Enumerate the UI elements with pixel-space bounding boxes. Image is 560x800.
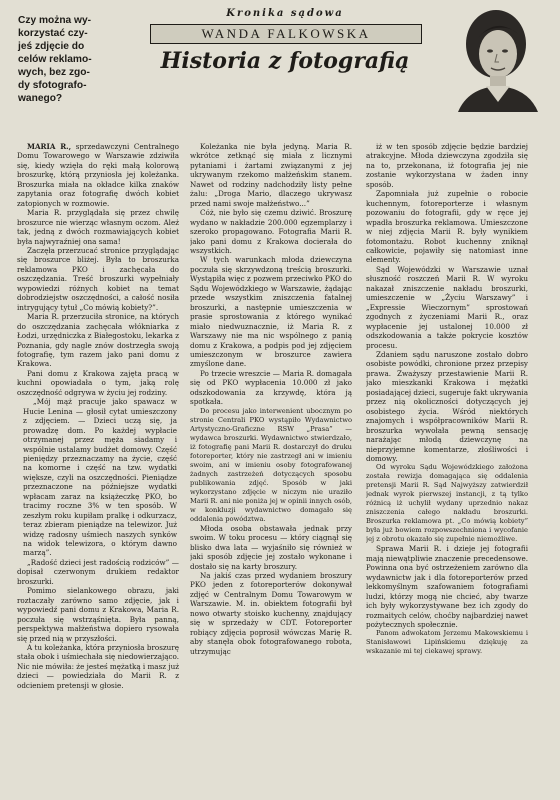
paragraph-text: sprzedawczyni Centralnego Domu Towarowego w Warszawie zdziwiła się, kiedy wzięła do ręki małą kolorową broszurkę, którą przyniosła jej koleżanka. Broszurka miała na okładce kilka znaków zapytania oraz fotografię dwóch kobiet zatopionych w rozmowie. (17, 142, 179, 208)
section-rubric: Kronika sądowa (226, 8, 344, 19)
paragraph: Zaczęła przerzucać stronice przyglądając się broszurce bliżej. Była to broszurka reklamowa PKO i zachęcała do oszczędzania. Treść broszurki wypełniały wypowiedzi różnych kobiet na temat dobrodziejstw oszczędności, a całość nosiła intrygujący tytuł „Co mówią kobiety?”. (17, 245, 179, 312)
paragraph: Cóż, nie było się czemu dziwić. Broszurę wydano w nakładzie 200.000 egzemplarzy i szeroko propagowano. Fotografia Marii R. jako pani domu z Krakowa docierała do wszystkich. (190, 208, 352, 255)
paragraph: Pani domu z Krakowa zajęta pracą w kuchni opowiadała o tym, jaką rolę oszczędność odgrywa w życiu jej rodziny. (17, 368, 179, 397)
article-column-3 (366, 142, 528, 792)
paragraph: Zapomniała już zupełnie o robocie kuchennym, fotoreporterze i własnym pozowaniu do fotografii, gdy w ręce jej wpadła broszurka reklamowa. Umieszczone w niej zdjęcia Marii R. były wynikiem fotomontażu. Robot kuchenny zniknął całkowicie, pojawiły się natomiast inne elementy. (366, 189, 528, 265)
paragraph: Po trzecie wreszcie — Maria R. domagała się od PKO wypłacenia 10.000 zł jako odszkodowania za krzywdę, która ją spotkała. (190, 368, 352, 407)
lede-question (18, 14, 138, 105)
paragraph: Na jakiś czas przed wydaniem broszury PKO jeden z fotoreporterów dokonywał zdjęć w Centralnym Domu Towarowym w Warszawie. M. in. obiektem fotografii był nowo otwarty stoisko kuchenny, znajdujący się w sprzedaży w CDT. Fotoreporter robiący zdjęcia poprosił wówczas Marię R. aby stanęła obok fotografowanego robota, utrzymując (190, 570, 352, 656)
author-portrait (438, 4, 548, 112)
small-print-paragraph: Od wyroku Sądu Wojewódzkiego założona została rewizja domagająca się oddalenia pretensji Marii R. Sąd Najwyższy zatwierdził jednak wyrok pierwszej instancji, z tą tylko różnicą iż uchylił wydany uprzednio nakaz zniszczenia całego nakładu broszurki. Broszurka reklamowa pt. „Co mówią kobiety” była już bowiem rozpowszechniona i wycofanie jej z obrotu okazało się zupełnie niemożliwe. (366, 463, 528, 544)
article-headline: Historia z fotografią (160, 48, 410, 74)
lede-line-4: celów reklamo- (18, 54, 92, 65)
paragraph: iż w ten sposób zdjęcie będzie bardziej atrakcyjne. Młoda dziewczyna zgodziła się na to, przekonana, iż fotografia jej nie zostanie wykorzystana w żaden inny sposób. (366, 142, 528, 189)
article-column-2 (190, 142, 352, 792)
lede-line-6: dy sfotografo- (18, 80, 87, 91)
paragraph: Sprawa Marii R. i dzieje jej fotografii mają niewątpliwie znaczenie precedensowe. Powinna ona być ostrzeżeniem zarówno dla wydawnictw jak i dla fotoreporterów przed lekkomyślnym szafowaniem fotografiami ludzi, którzy mogą nie chcieć, aby twarze ich były wykorzystywane bez ich zgody do rozmaitych celów, choćby najbardziej nawet pożytecznych społecznie. (366, 544, 528, 630)
acknowledgement-note: Panom adwokatom Jerzemu Makowskiemu i Stanisławowi Lipińskiemu dziękuję za wskazanie mi tej ciekawej sprawy. (366, 629, 528, 656)
paragraph: Maria R. przerzuciła stronice, na których do oszczędzania zachęcała włókniarka z Łodzi, urzędniczka z Białegostoku, lekarka z Poznania, gdy nagle znów dostrzegła swoją fotografię, tym razem jako pani domu z Krakowa. (17, 312, 179, 369)
portrait-photo (438, 4, 548, 112)
paragraph: Maria R. przyglądała się przez chwilę broszurce nie wierząc własnym oczom. Ależ tak, jedną z dwóch rozmawiających kobiet była najwyraźniej ona sama! (17, 208, 179, 246)
paragraph: Młoda osoba obstawała jednak przy swoim. W toku procesu — który ciągnął się blisko dwa lata — wyjaśniło się również w jaki sposób zdjęcie jej zostało wykonane i dostało się na karty broszury. (190, 523, 352, 571)
lede-line-1: Czy można wy- (18, 15, 92, 26)
paragraph: W tych warunkach młoda dziewczyna poczuła się skrzywdzoną treścią broszurki. Wystąpiła więc z pozwem przeciwko PKO do Sądu Wojewódzkiego w Warszawie, żądając przede wszystkim zniszczenia fatalnej broszurki, a następnie umieszczenia w prasie sprostowania z którego wynikać miało niedwuznacznie, iż Maria R. z Warszawy nie ma nic wspólnego z panią domu z Krakowa, a podpis pod jej zdjęciem umieszczonym w broszurce zawiera zmyślone dane. (190, 255, 352, 369)
paragraph-lead: MARIA R., (27, 142, 72, 151)
paragraph: Koleżanka nie była jedyną. Maria R. wkrótce zetknąć się miała z licznymi pytaniami i żartami związanymi z jej ukrywanym rzekomo małżeńskim stanem. Nawet od rodziny nadchodziły listy pełne żalu: „Droga Mario, dlaczego ukrywasz przed nami swoje małżeństwo...” (190, 142, 352, 208)
author-name: WANDA FALKOWSKA (150, 24, 422, 44)
small-print-paragraph: Do procesu jako interwenient ubocznym po stronie Centrali PKO wystąpiło Wydawnictwo Artystyczno-Graficzne RSW „Prasa” — wydawca broszurki. Wydawnictwo stwierdzało, iż fotografię pani Marii R. dostarczył do druku fotoreporter, który nie zastrzegł ani w imieniu swoim, ani w imieniu osoby fotografowanej żadnych zastrzeżeń dotyczących sposobu publikowania zdjęć. Sposób w jaki wykorzystano zdjęcie w niczym nie uraziło Marii R. ani nie poniża jej w opinii innych osób, w konkluzji wydawnictwo domagało się oddalenia powództwa. (190, 406, 352, 523)
paragraph: „Radość dzieci jest radością rodziców” — dopisał czerwonym drukiem redaktor broszurki. (17, 557, 179, 586)
paragraph: Pomimo sielankowego obrazu, jaki roztaczały zarówno samo zdjęcie, jak i wypowiedź pani domu z Krakowa, Maria R. poczuła się wstrząśnięta. Była panną, perspektywa małżeństwa dopiero rysowała się przed nią w przyszłości. (17, 586, 179, 643)
lede-line-3: jeś zdjęcie do (18, 41, 85, 52)
lede-line-7: wanego? (18, 93, 63, 104)
lede-line-5: wych, bez zgo- (18, 67, 90, 78)
paragraph: Sąd Wojewódzki w Warszawie uznał słuszność roszczeń Marii R. W wyroku nakazał zniszczenie nakładu broszurki, umieszczenie w „Życiu Warszawy” i „Expressie Wieczornym” sprostowań zgodnych z życzeniami Marii R., oraz wypłacenie jej ustalonej 10.000 zł odszkodowania a także pokrycie kosztów procesu. (366, 264, 528, 350)
article-column-1 (17, 142, 179, 792)
paragraph: A tu koleżanka, która przyniosła broszurę stała obok i uśmiechała się niedowierzająco. Nic nie mówiła: że jesteś mężatką i masz już dzieci — powiedziała do Marii R. z odcieniem pretensji w głosie. (17, 643, 179, 690)
paragraph: Zdaniem sądu naruszone zostało dobro osobiste powódki, chronione przez przepisy prawa. Zważyszy przestawienie Marii R. jako mieszkanki Krakowa i mężatki posiadającej dzieci, sugeruje fakt ukrywania przez nią okoliczności dotyczących jej osobistego życia. Wśród niektórych znajomych i współpracowników Marii R. broszurka wywołała pewną sensację narażając młodą dziewczynę na nieprzyjemne komentarze, złośliwości i domowy. (366, 349, 528, 463)
paragraph (17, 142, 179, 208)
lede-line-2: korzystać czy- (18, 28, 88, 39)
quote-paragraph: „Mój mąż pracuje jako spawacz w Hucie Lenina — głosił cytat umieszczony z zdjęciem. — Dzieci uczą się, ja prowadzę dom. Po każdej wypłacie otrzymanej przez męża siadamy i wspólnie ustalamy budżet domowy. Część pieniędzy przeznaczamy na życie, część na komorne i część na tzw. wydatki większe, czyli na oszczędności. Pieniądze przeznaczone na późniejsze wydatki wpłacam zaraz na książeczkę PKO, bo tracimy roczne 3% w ten sposób. W zeszłym roku kupiłam pralkę i odkurzacz, teraz zbieram pieniądze na telewizor. Już widzę radosny uśmiech naszych synków na widok telewizora, o którym dawno marzą”. (23, 397, 177, 558)
